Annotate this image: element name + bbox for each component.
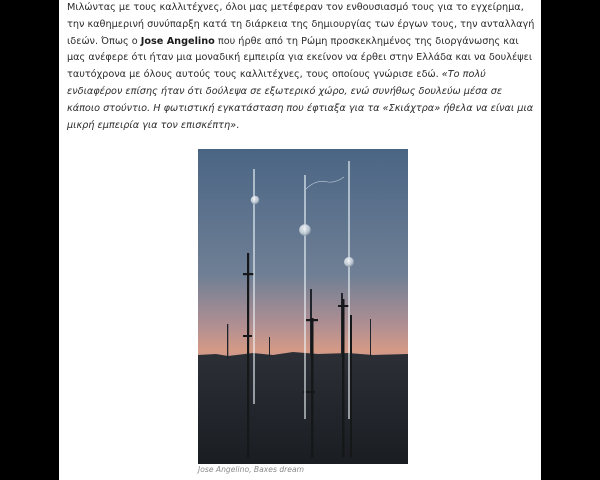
dark-field (198, 352, 408, 464)
installation-photo (198, 149, 408, 464)
paragraph-text-start: Μιλώντας με τους καλλιτέχνες, όλοι μας μετέφεραν τον ενθουσιασμό τους για το εγχείρημα, την καθημερινή συνύπαρξη κατά τη διάρκεια της δημιουργίας των έργων τους, την ανταλλαγή ιδεών. Όπως ο (67, 2, 535, 47)
artist-quote: «Το πολύ ενδιαφέρον επίσης ήταν ότι δούλεψα σε εξωτερικό χώρο, ενώ συνήθως δουλεύω μέσα σε κάποιο στούντιο. Η φωτιστική εγκατάσταση που έφτιαξα για τα «Σκιάχτρα» ήθελα να είναι μια μικρή εμπειρία για τον επισκέπτη» (67, 69, 534, 131)
article-paragraph (67, 0, 537, 134)
article-page (59, 0, 541, 480)
paragraph-text-end: . (236, 119, 240, 131)
artist-name[interactable]: Jose Angelino (140, 35, 215, 47)
photo-caption: Jose Angelino, Baxes dream (198, 465, 304, 474)
paragraph-text-middle: που ήρθε από τη Ρώμη προσκεκλημένος της διοργάνωσης και μας ανέφερε ότι ήταν μια μοναδική εμπειρία για εκείνον να έρθει στην Ελλάδα και να δουλέψει ταυτόχρονα με όλους αυτούς τους καλλιτέχνες, τους οποίους γνώρισε εδώ. (67, 35, 533, 81)
